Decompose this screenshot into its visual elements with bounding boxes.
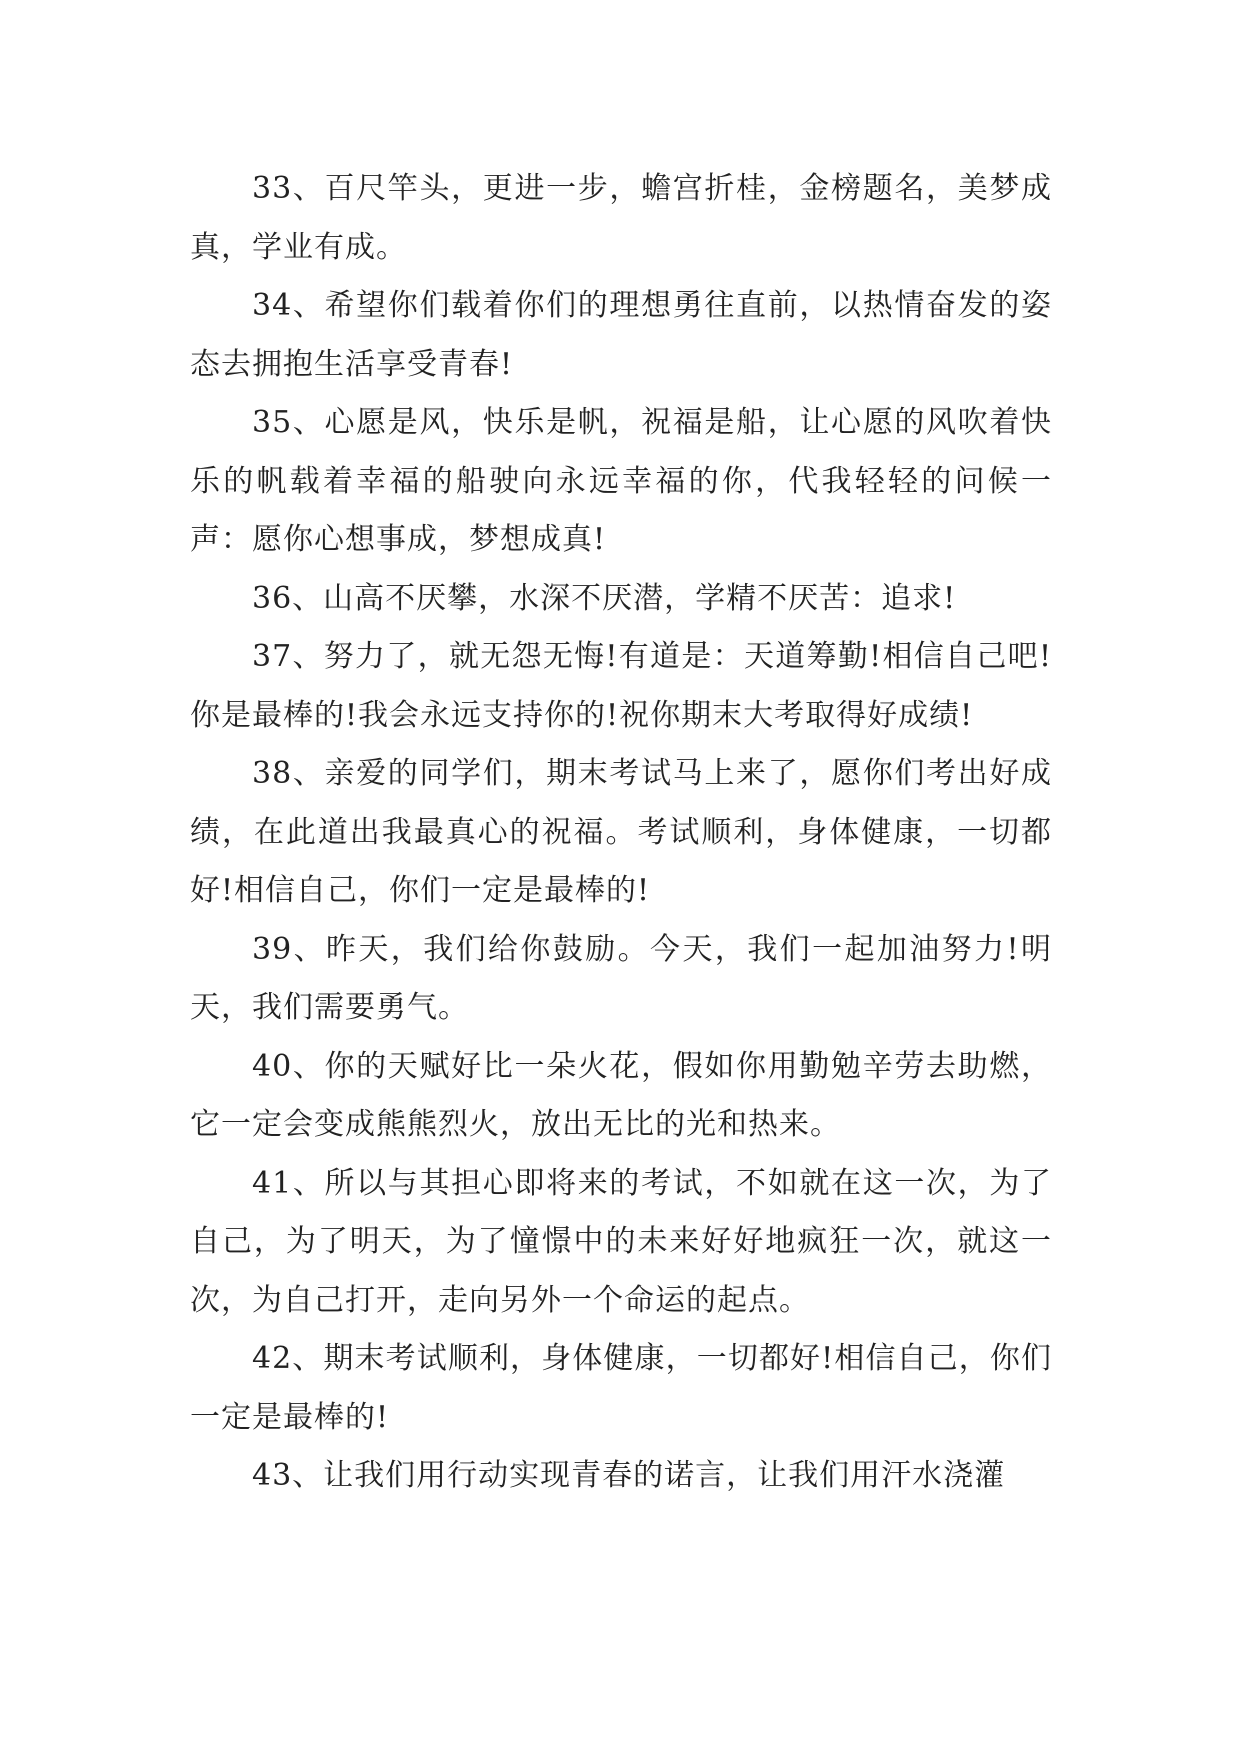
paragraph-34: 34、希望你们载着你们的理想勇往直前，以热情奋发的姿态去拥抱生活享受青春!	[190, 288, 1052, 382]
paragraph-39: 39、昨天，我们给你鼓励。今天，我们一起加油努力!明天，我们需要勇气。	[190, 931, 1052, 1025]
paragraph-35: 35、心愿是风，快乐是帆，祝福是船，让心愿的风吹着快乐的帆载着幸福的船驶向永远幸福的你，代我轻轻的问候一声：愿你心想事成，梦想成真!	[190, 405, 1052, 557]
paragraph-36: 36、山高不厌攀，水深不厌潜，学精不厌苦：追求!	[252, 580, 957, 616]
paragraph-40: 40、你的天赋好比一朵火花，假如你用勤勉辛劳去助燃，它一定会变成熊熊烈火，放出无比的光和热来。	[190, 1048, 1052, 1142]
paragraph-33: 33、百尺竿头，更进一步，蟾宫折桂，金榜题名，美梦成真，学业有成。	[190, 171, 1052, 265]
paragraph-43: 43、让我们用行动实现青春的诺言，让我们用汗水浇灌	[252, 1458, 1006, 1493]
paragraph-41: 41、所以与其担心即将来的考试，不如就在这一次，为了自己，为了明天，为了憧憬中的未来好好地疯狂一次，就这一次，为自己打开，走向另外一个命运的起点。	[190, 1165, 1052, 1318]
paragraph-37: 37、努力了，就无怨无悔!有道是：天道筹勤!相信自己吧!你是最棒的!我会永远支持你的!祝你期末大考取得好成绩!	[190, 639, 1052, 733]
document-body	[190, 160, 1052, 1506]
paragraph-38: 38、亲爱的同学们，期末考试马上来了，愿你们考出好成绩，在此道出我最真心的祝福。考试顺利，身体健康，一切都好!相信自己，你们一定是最棒的!	[190, 756, 1052, 908]
paragraph-42: 42、期末考试顺利，身体健康，一切都好!相信自己，你们一定是最棒的!	[190, 1341, 1052, 1435]
